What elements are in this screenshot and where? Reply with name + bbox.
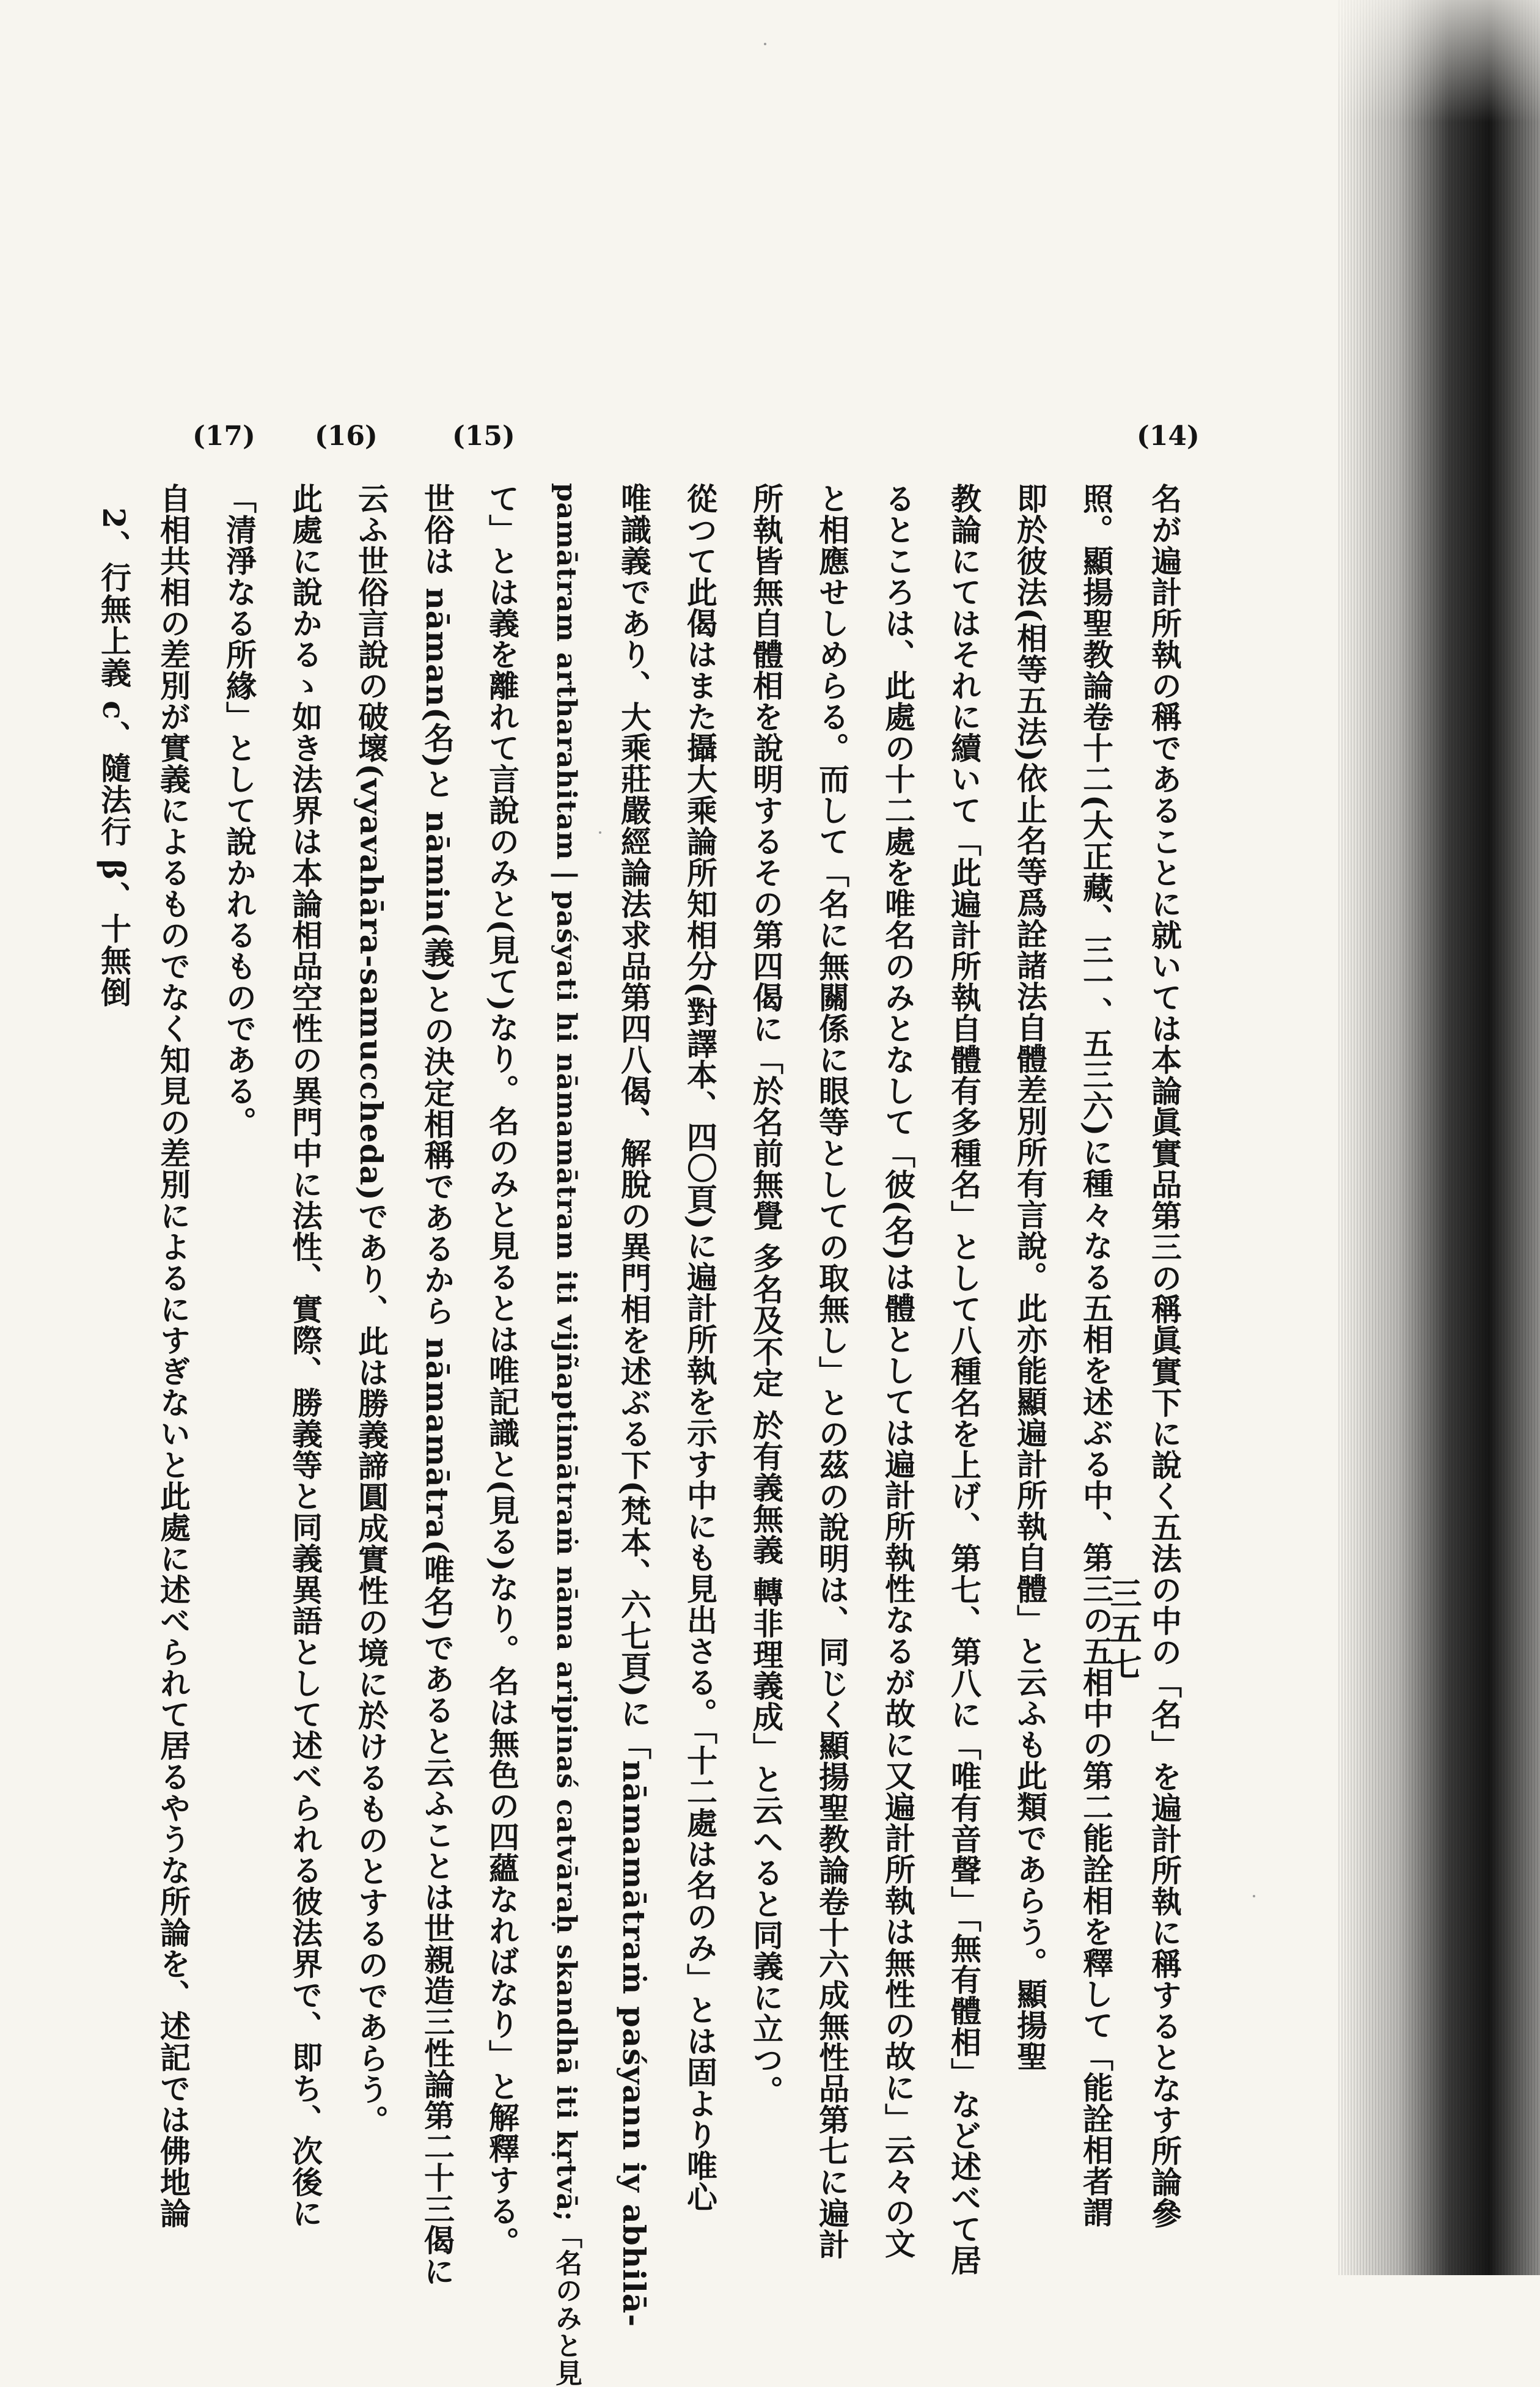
note-14-line: るところは、此處の十二處を唯名のみとなして「彼(名)は體としては遍計所執性なるが故に又遍計所執は無性の故に」云々の文 <box>880 483 916 2259</box>
note-15-line: pamātram artharahitam | paśyati hi nāmamātram iti vijñaptimātraṁ nāma aripinaś catvāraḥ skandhā iti kṛtvā;「名のみと見 <box>551 483 582 2387</box>
note-14-line: 即於彼法(相等五法)依止名等爲詮諸法自體差別所有言說。此亦能顯遍計所執自體」と云ふも此類であらう。顯揚聖 <box>1012 483 1048 2072</box>
section-footer: 2、行無上義 c、隨法行 β、十無倒 <box>96 507 132 1009</box>
page-number: 三五七 <box>1104 1577 1142 1683</box>
note-14-line: 所執皆無自體相を說明するその第四偈に「於名前無覺 多名及不定 於有義無義 轉非理義成」と云へると同義に立つ。 <box>748 483 784 2107</box>
note-17-line: 「清淨なる所緣」として說かれるものである。 <box>221 483 257 1138</box>
note-14-line: 名が遍計所執の稱であることに就いては本論眞實品第三の稱眞實下に說く五法の中の「名」を遍計所執に稱するとなす所論參 <box>1146 483 1182 2229</box>
note-17-line: 此處に說かるゝ如き法界は本論相品空性の異門中に法性、實際、勝義等と同義異語として述べられる彼法界で、即ち、次後に <box>287 483 323 2229</box>
note-16-line: 世俗は nāman(名)と nāmin(義)との決定相稱であるから nāmamātra(唯名)であると云ふことは世親造三性論第二十三偈に <box>419 483 455 2287</box>
note-label-14: (14) <box>1137 421 1200 452</box>
note-16-line: 云ふ世俗言說の破壞(vyavahāra-samuccheda)であり、此は勝義諦圓成實性の境に於けるものとするのであらう。 <box>353 483 389 2136</box>
binding-shadow <box>1338 0 1540 2275</box>
scan-speck <box>764 43 766 45</box>
note-17-line: 自相共相の差別が實義によるものでなく知見の差別によるにすぎないと此處に述べられて居るやうな所論を、述記では佛地論 <box>155 483 191 2229</box>
scan-speck <box>1253 1895 1255 1897</box>
note-15-line: て」とは義を離れて言說のみと(見て)なり。名のみと見るとは唯記識と(見る)なり。名は無色の四蘊なればなり」と解釋する。 <box>484 483 520 2258</box>
note-14-line: 照。顯揚聖教論卷十二(大正藏、三一、五三六)に種々なる五相を述ぶる中、第三の五相中の第二能詮相を釋して「能詮相者謂 <box>1078 483 1114 2228</box>
note-label-16: (16) <box>315 421 378 452</box>
note-label-15: (15) <box>452 421 515 452</box>
note-15-line: 唯識義であり、大乘莊嚴經論法求品第四八偈、解脫の異門相を述ぶる下(梵本、六七頁)に「nāmamātraṁ paśyann iy abhilā- <box>616 483 652 2328</box>
scan-speck <box>599 831 601 834</box>
note-14-line: 教論にてはそれに續いて「此遍計所執自體有多種名」として八種名を上げ、第七、第八に「唯有音聲」「無有體相」など述べて居 <box>946 483 982 2276</box>
note-label-17: (17) <box>193 421 255 452</box>
note-14-line: と相應せしめらる。而して「名に無關係に眼等としての取無し」との茲の說明は、同じく顯揚聖教論卷十六成無性品第七に遍計 <box>814 483 850 2260</box>
binding-top-fade <box>1338 0 1540 122</box>
note-14-line: 從つて此偈はまた攝大乘論所知相分(對譯本、四〇頁)に遍計所執を示す中にも見出さる。「十二處は名のみ」とは固より唯心 <box>682 483 718 2213</box>
